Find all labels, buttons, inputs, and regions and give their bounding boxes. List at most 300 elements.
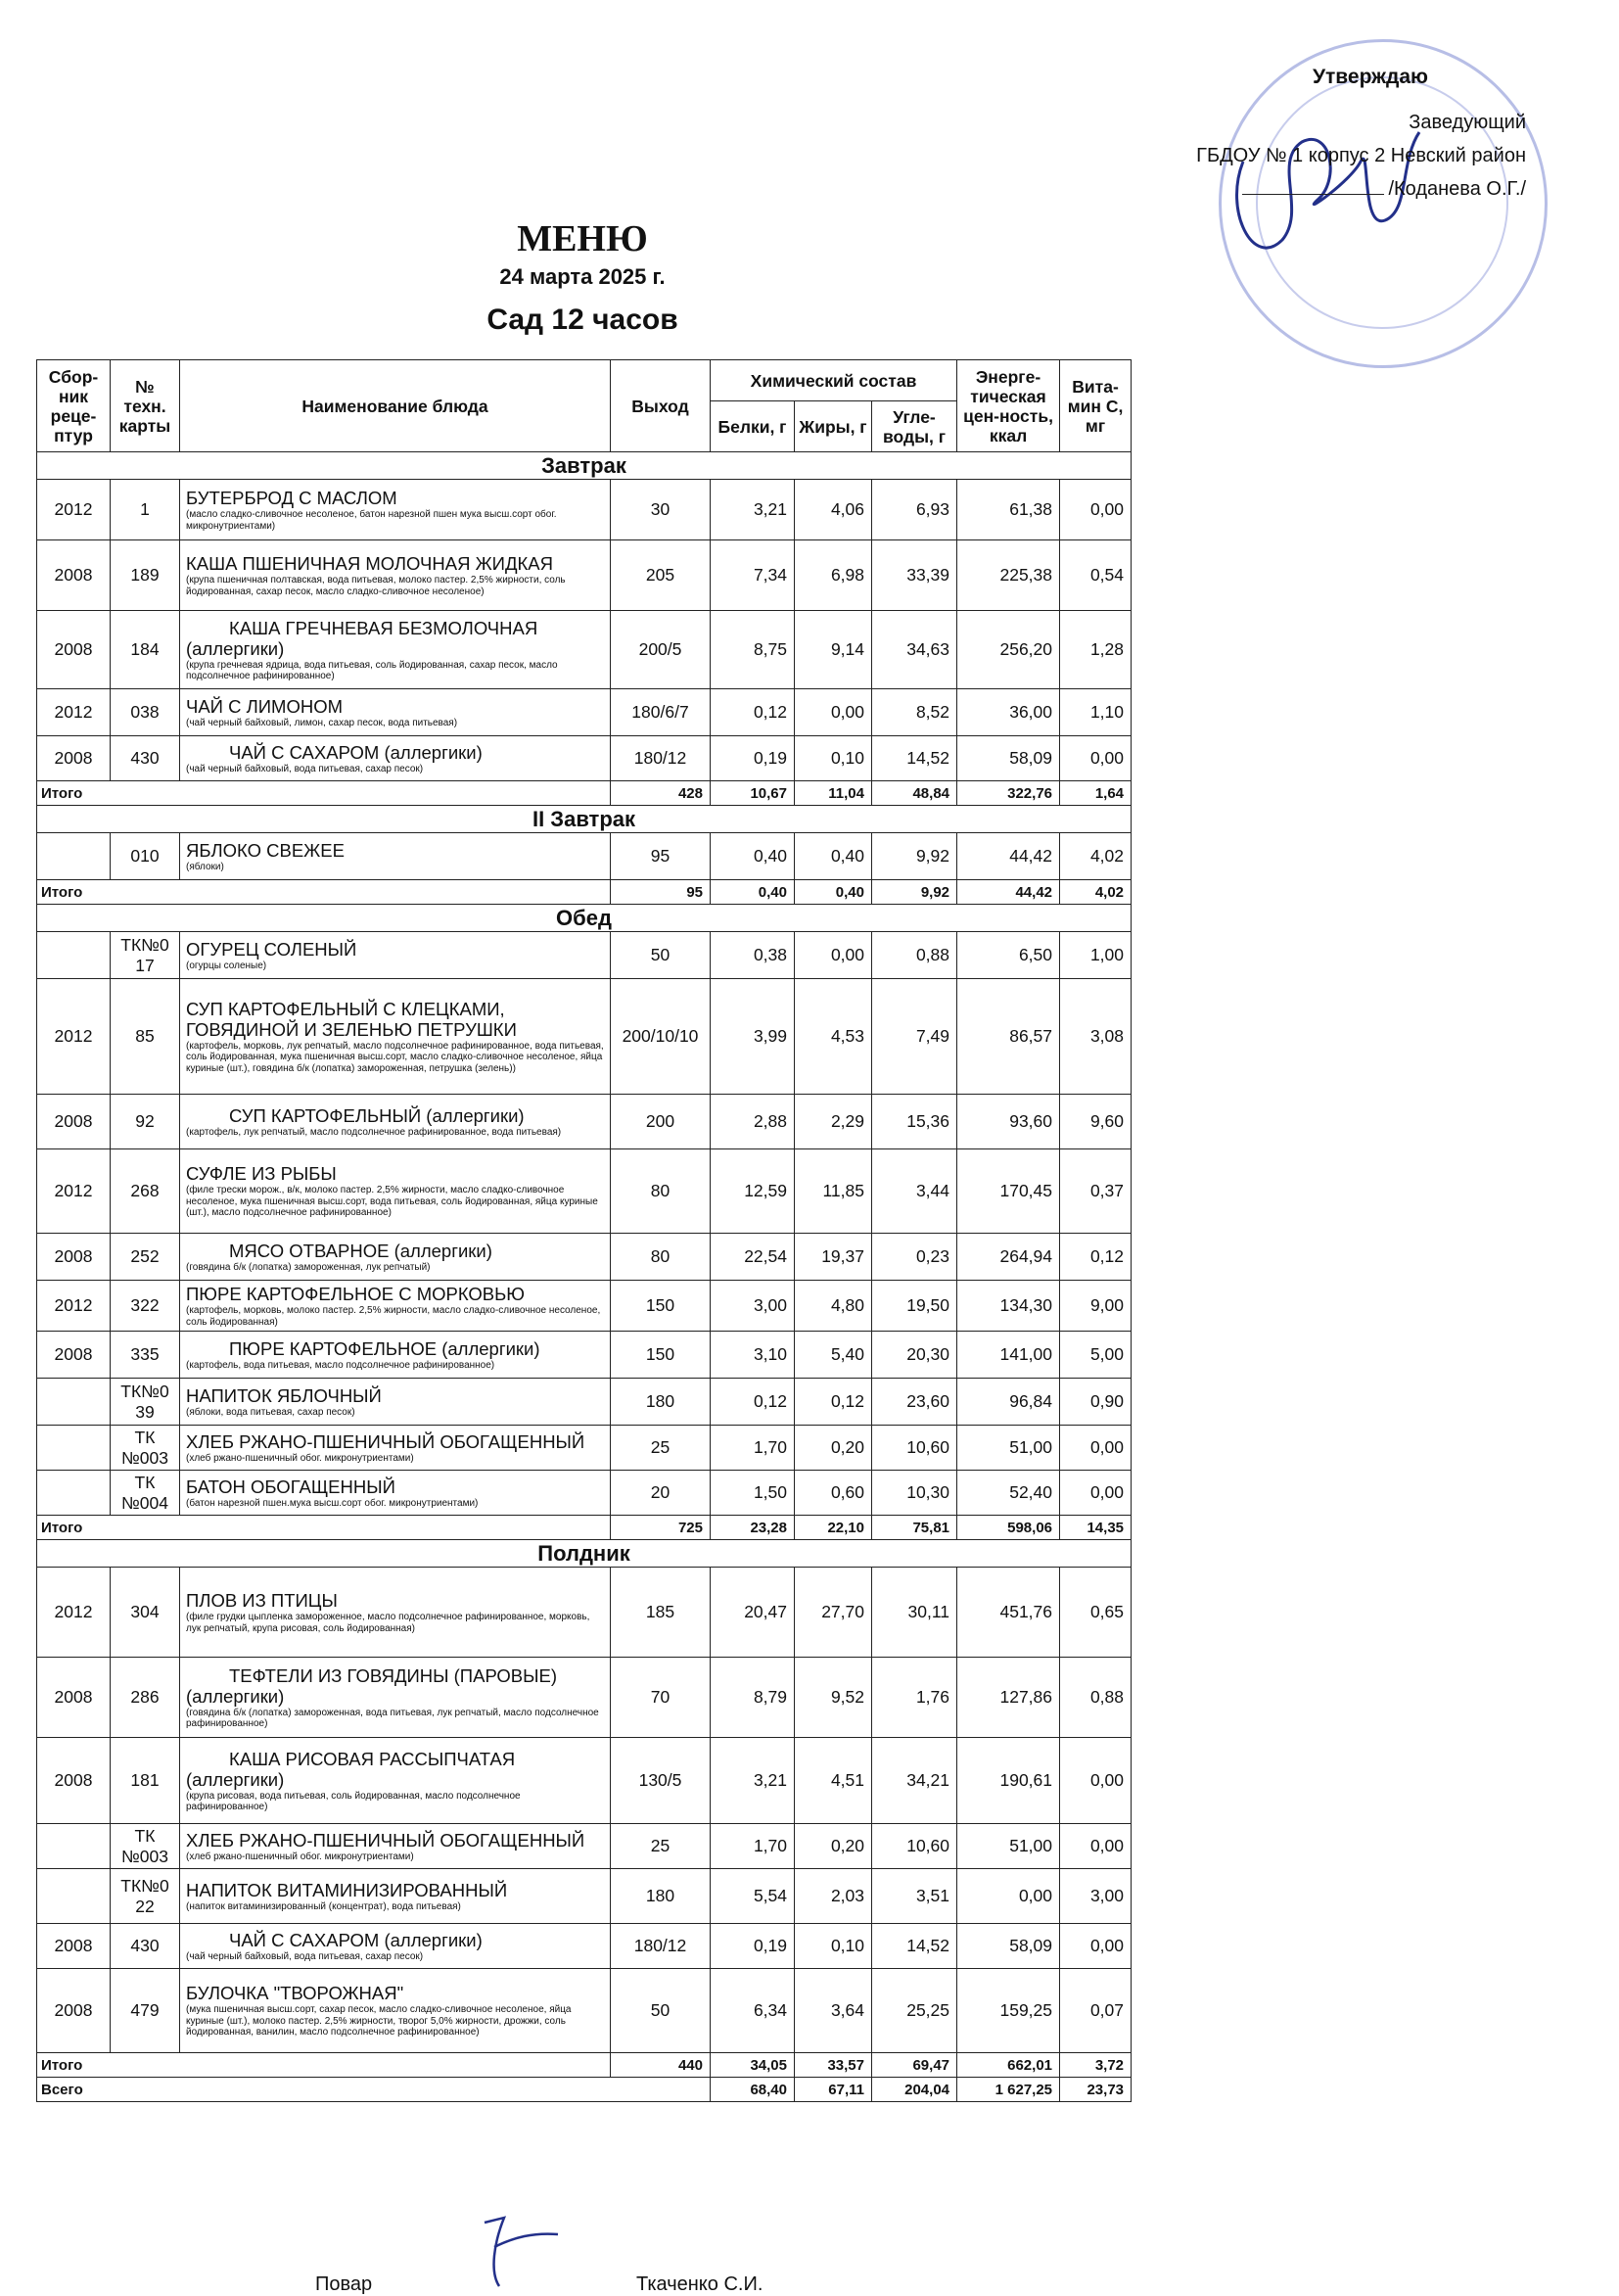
cell-e: 52,40 [957, 1471, 1060, 1516]
cell-collection: 2012 [37, 480, 111, 540]
cell-dish [180, 1869, 611, 1924]
total-output: 725 [611, 1516, 711, 1540]
cell-c: 20,30 [872, 1332, 957, 1379]
cell-collection [37, 1869, 111, 1924]
table-row [37, 1969, 1132, 2053]
cell-f: 4,51 [795, 1738, 872, 1824]
cell-collection: 2008 [37, 1924, 111, 1969]
approval-org: ГБДОУ № 1 корпус 2 Невский район [1196, 145, 1526, 166]
total-label: Итого [37, 880, 611, 905]
cell-card-number: 189 [111, 540, 180, 611]
cell-card-number: 184 [111, 611, 180, 689]
cell-output: 180/6/7 [611, 689, 711, 736]
total-output: 428 [611, 781, 711, 806]
total-e: 44,42 [957, 880, 1060, 905]
dish-name: ЧАЙ С ЛИМОНОМ [186, 695, 344, 717]
approval-word: Утверждаю [1312, 66, 1428, 88]
cell-v: 0,00 [1060, 1426, 1132, 1471]
cell-f: 11,85 [795, 1149, 872, 1234]
section-title: II Завтрак [37, 806, 1132, 833]
section-row [37, 1540, 1132, 1568]
cell-c: 8,52 [872, 689, 957, 736]
cell-v: 1,00 [1060, 932, 1132, 979]
cell-p: 22,54 [711, 1234, 795, 1281]
cell-p: 0,12 [711, 1379, 795, 1426]
cell-p: 20,47 [711, 1568, 795, 1658]
total-row [37, 880, 1132, 905]
cell-dish [180, 1471, 611, 1516]
cell-collection: 2008 [37, 1969, 111, 2053]
table-row [37, 1471, 1132, 1516]
cell-c: 10,30 [872, 1471, 957, 1516]
cell-c: 10,60 [872, 1426, 957, 1471]
cell-p: 0,38 [711, 932, 795, 979]
total-output: 95 [611, 880, 711, 905]
table-row [37, 736, 1132, 781]
cell-v: 0,00 [1060, 1924, 1132, 1969]
cell-v: 0,00 [1060, 736, 1132, 781]
cell-v: 3,00 [1060, 1869, 1132, 1924]
cell-output: 30 [611, 480, 711, 540]
cell-e: 264,94 [957, 1234, 1060, 1281]
cell-card-number: 304 [111, 1568, 180, 1658]
total-row [37, 1516, 1132, 1540]
cell-p: 12,59 [711, 1149, 795, 1234]
grand-c: 204,04 [872, 2078, 957, 2102]
cell-p: 8,79 [711, 1658, 795, 1738]
cell-p: 3,99 [711, 979, 795, 1095]
dish-name: СУФЛЕ ИЗ РЫБЫ [186, 1163, 337, 1185]
header-dish-name: Наименование блюда [180, 360, 611, 452]
dish-ingredients: (мука пшеничная высш.сорт, сахар песок, масло сладко-сливочное несоленое, яйца куриные (шт.), молоко пастер. 2,5% жирности, творог 5,0% жирности, дрожжи, соль йодированная, ванилин, масло подсолнечное рафинированное) [186, 2004, 572, 2038]
cell-c: 33,39 [872, 540, 957, 611]
cell-p: 5,54 [711, 1869, 795, 1924]
cell-dish [180, 1426, 611, 1471]
total-e: 322,76 [957, 781, 1060, 806]
dish-ingredients: (крупа гречневая ядрица, вода питьевая, соль йодированная, сахар песок, масло подсолнечное рафинированное) [186, 659, 558, 681]
cell-output: 50 [611, 1969, 711, 2053]
cell-card-number: 92 [111, 1095, 180, 1149]
dish-name: СУП КАРТОФЕЛЬНЫЙ (аллергики) [229, 1104, 525, 1126]
dish-ingredients: (картофель, вода питьевая, масло подсолнечное рафинированное) [186, 1359, 495, 1371]
cell-c: 15,36 [872, 1095, 957, 1149]
cell-card-number: 85 [111, 979, 180, 1095]
cell-p: 0,12 [711, 689, 795, 736]
cell-c: 0,23 [872, 1234, 957, 1281]
cell-e: 170,45 [957, 1149, 1060, 1234]
cell-p: 6,34 [711, 1969, 795, 2053]
table-row [37, 1379, 1132, 1426]
dish-name: ПЛОВ ИЗ ПТИЦЫ [186, 1590, 338, 1611]
cell-p: 1,70 [711, 1426, 795, 1471]
dish-ingredients: (говядина б/к (лопатка) замороженная, вода питьевая, лук репчатый, масло подсолнечное рафинированное) [186, 1707, 599, 1729]
cell-e: 58,09 [957, 736, 1060, 781]
cell-output: 20 [611, 1471, 711, 1516]
menu-date: 24 марта 2025 г. [499, 264, 666, 289]
cell-f: 6,98 [795, 540, 872, 611]
cell-dish [180, 689, 611, 736]
total-c: 48,84 [872, 781, 957, 806]
cell-e: 159,25 [957, 1969, 1060, 2053]
total-v: 14,35 [1060, 1516, 1132, 1540]
dish-ingredients: (крупа пшеничная полтавская, вода питьевая, молоко пастер. 2,5% жирности, соль йодированная, сахар песок, масло сладко-сливочное несоленое) [186, 575, 566, 597]
dish-name: НАПИТОК ЯБЛОЧНЫЙ [186, 1384, 382, 1406]
cell-output: 130/5 [611, 1738, 711, 1824]
dish-ingredients: (картофель, лук репчатый, масло подсолнечное рафинированное, вода питьевая) [186, 1126, 562, 1138]
cell-c: 9,92 [872, 833, 957, 880]
cell-v: 3,08 [1060, 979, 1132, 1095]
menu-subtitle: Сад 12 часов [486, 304, 678, 336]
cell-p: 1,70 [711, 1824, 795, 1869]
cell-c: 14,52 [872, 736, 957, 781]
cell-v: 0,00 [1060, 1471, 1132, 1516]
cell-collection [37, 1824, 111, 1869]
cell-c: 30,11 [872, 1568, 957, 1658]
table-row [37, 689, 1132, 736]
dish-ingredients: (картофель, морковь, молоко пастер. 2,5% жирности, масло сладко-сливочное несоленое, соль йодированная) [186, 1305, 601, 1328]
total-label: Итого [37, 2053, 611, 2078]
dish-ingredients: (картофель, морковь, лук репчатый, масло подсолнечное рафинированное, вода питьевая, соль йодированная, мука пшеничная высш.сорт, масло сладко-сливочное несоленое, яйца куриные (шт.), говядина б/к (лопатка) замороженная, петрушка (зелень)) [186, 1040, 604, 1074]
cell-dish [180, 979, 611, 1095]
cell-output: 180/12 [611, 736, 711, 781]
cell-c: 7,49 [872, 979, 957, 1095]
header-vitamin: Вита-мин С, мг [1060, 360, 1132, 452]
cook-signature [475, 2213, 563, 2291]
cell-dish [180, 611, 611, 689]
dish-name: БУТЕРБРОД С МАСЛОМ [186, 488, 397, 508]
cell-output: 185 [611, 1568, 711, 1658]
cell-f: 9,52 [795, 1658, 872, 1738]
section-row [37, 905, 1132, 932]
grand-total-row [37, 2078, 1132, 2102]
cell-e: 6,50 [957, 932, 1060, 979]
cell-dish [180, 1379, 611, 1426]
cell-f: 19,37 [795, 1234, 872, 1281]
cook-role: Повар [315, 2273, 373, 2295]
cell-v: 1,10 [1060, 689, 1132, 736]
cook-name: Ткаченко С.И. [636, 2273, 763, 2295]
cell-collection: 2008 [37, 736, 111, 781]
cell-c: 6,93 [872, 480, 957, 540]
cell-output: 180 [611, 1869, 711, 1924]
table-row [37, 540, 1132, 611]
cell-output: 50 [611, 932, 711, 979]
grand-f: 67,11 [795, 2078, 872, 2102]
cell-e: 44,42 [957, 833, 1060, 880]
cell-c: 34,21 [872, 1738, 957, 1824]
table-row [37, 1426, 1132, 1471]
cell-dish [180, 1095, 611, 1149]
cell-collection: 2008 [37, 611, 111, 689]
cell-f: 4,06 [795, 480, 872, 540]
cell-output: 150 [611, 1332, 711, 1379]
total-v: 3,72 [1060, 2053, 1132, 2078]
cell-f: 0,12 [795, 1379, 872, 1426]
cell-p: 1,50 [711, 1471, 795, 1516]
cell-e: 134,30 [957, 1281, 1060, 1332]
section-title: Полдник [37, 1540, 1132, 1568]
total-p: 10,67 [711, 781, 795, 806]
cell-card-number: 286 [111, 1658, 180, 1738]
cell-output: 70 [611, 1658, 711, 1738]
cell-collection [37, 833, 111, 880]
cell-collection: 2012 [37, 979, 111, 1095]
cell-dish [180, 1149, 611, 1234]
cell-f: 2,29 [795, 1095, 872, 1149]
dish-name: БАТОН ОБОГАЩЕННЫЙ [186, 1476, 395, 1497]
dish-ingredients: (крупа рисовая, вода питьевая, соль йодированная, масло подсолнечное рафинированное) [186, 1790, 521, 1812]
dish-name-cont: (аллергики) [186, 637, 285, 659]
cell-output: 200/5 [611, 611, 711, 689]
header-collection: Сбор-ник реце-птур [37, 360, 111, 452]
cell-v: 0,88 [1060, 1658, 1132, 1738]
header-chemical: Химический состав [711, 360, 957, 401]
cell-dish [180, 1824, 611, 1869]
dish-name: БУЛОЧКА "ТВОРОЖНАЯ" [186, 1983, 404, 2004]
cell-v: 0,37 [1060, 1149, 1132, 1234]
cell-c: 0,88 [872, 932, 957, 979]
dish-name: ХЛЕБ РЖАНО-ПШЕНИЧНЫЙ ОБОГАЩЕННЫЙ [186, 1430, 585, 1452]
dish-name: ПЮРЕ КАРТОФЕЛЬНОЕ С МОРКОВЬЮ [186, 1284, 525, 1304]
cell-p: 0,19 [711, 736, 795, 781]
cell-f: 0,00 [795, 689, 872, 736]
dish-ingredients: (чай черный байховый, лимон, сахар песок, вода питьевая) [186, 717, 458, 728]
dish-name-cont: (аллергики) [186, 1685, 285, 1707]
cell-v: 0,00 [1060, 1738, 1132, 1824]
grand-total-label: Всего [37, 2078, 711, 2102]
cell-e: 96,84 [957, 1379, 1060, 1426]
total-f: 0,40 [795, 880, 872, 905]
table-row [37, 932, 1132, 979]
section-row [37, 806, 1132, 833]
cell-output: 80 [611, 1234, 711, 1281]
cell-v: 0,00 [1060, 480, 1132, 540]
cell-f: 0,60 [795, 1471, 872, 1516]
menu-body [37, 452, 1132, 2102]
approval-signature-line [1242, 174, 1384, 195]
header-fat: Жиры, г [795, 401, 872, 452]
table-row [37, 1658, 1132, 1738]
cell-card-number: 335 [111, 1332, 180, 1379]
table-row [37, 480, 1132, 540]
cell-c: 10,60 [872, 1824, 957, 1869]
cell-card-number: 268 [111, 1149, 180, 1234]
table-row [37, 1281, 1132, 1332]
grand-v: 23,73 [1060, 2078, 1132, 2102]
cell-dish [180, 833, 611, 880]
dish-ingredients: (филе грудки цыпленка замороженное, масло подсолнечное рафинированное, морковь, лук репчатый, крупа рисовая, соль йодированная) [186, 1612, 590, 1634]
dish-ingredients: (филе трески морож., в/к, молоко пастер. 2,5% жирности, масло сладко-сливочное несоленое, мука пшеничная высш.сорт, вода питьевая, соль йодированная, яйца куриные (шт.), масло подсолнечное рафинированное) [186, 1185, 598, 1219]
cell-e: 225,38 [957, 540, 1060, 611]
cell-output: 200 [611, 1095, 711, 1149]
cell-e: 51,00 [957, 1426, 1060, 1471]
cell-f: 0,10 [795, 736, 872, 781]
table-row [37, 611, 1132, 689]
cell-c: 25,25 [872, 1969, 957, 2053]
cell-c: 23,60 [872, 1379, 957, 1426]
cell-v: 1,28 [1060, 611, 1132, 689]
cell-collection: 2008 [37, 1658, 111, 1738]
table-row [37, 1095, 1132, 1149]
table-row [37, 1869, 1132, 1924]
cell-v: 0,90 [1060, 1379, 1132, 1426]
dish-name: ОГУРЕЦ СОЛЕНЫЙ [186, 938, 357, 960]
cell-dish [180, 736, 611, 781]
cell-dish [180, 540, 611, 611]
dish-name: ЧАЙ С САХАРОМ (аллергики) [229, 1929, 483, 1950]
cell-v: 4,02 [1060, 833, 1132, 880]
header-carb: Угле-воды, г [872, 401, 957, 452]
cell-card-number: 430 [111, 736, 180, 781]
cell-f: 4,53 [795, 979, 872, 1095]
total-c: 69,47 [872, 2053, 957, 2078]
cell-v: 5,00 [1060, 1332, 1132, 1379]
dish-name: ЧАЙ С САХАРОМ (аллергики) [229, 741, 483, 763]
cell-e: 93,60 [957, 1095, 1060, 1149]
total-f: 33,57 [795, 2053, 872, 2078]
cell-dish [180, 1568, 611, 1658]
grand-e: 1 627,25 [957, 2078, 1060, 2102]
dish-ingredients: (чай черный байховый, вода питьевая, сахар песок) [186, 763, 424, 774]
dish-ingredients: (хлеб ржано-пшеничный обог. микронутриентами) [186, 1851, 414, 1862]
cell-f: 9,14 [795, 611, 872, 689]
total-row [37, 2053, 1132, 2078]
cell-dish [180, 480, 611, 540]
cell-p: 2,88 [711, 1095, 795, 1149]
header-protein: Белки, г [711, 401, 795, 452]
cell-collection [37, 932, 111, 979]
total-c: 75,81 [872, 1516, 957, 1540]
cell-e: 0,00 [957, 1869, 1060, 1924]
table-row [37, 1149, 1132, 1234]
approval-block [1115, 61, 1526, 206]
cell-card-number: 181 [111, 1738, 180, 1824]
cell-output: 180/12 [611, 1924, 711, 1969]
total-v: 1,64 [1060, 781, 1132, 806]
grand-p: 68,40 [711, 2078, 795, 2102]
cell-card-number: 479 [111, 1969, 180, 2053]
cell-e: 127,86 [957, 1658, 1060, 1738]
cell-collection: 2008 [37, 1095, 111, 1149]
cell-e: 256,20 [957, 611, 1060, 689]
section-title: Обед [37, 905, 1132, 932]
cell-dish [180, 1234, 611, 1281]
cell-e: 86,57 [957, 979, 1060, 1095]
cell-card-number: ТК №004 [111, 1471, 180, 1516]
cell-collection: 2012 [37, 1281, 111, 1332]
table-row [37, 979, 1132, 1095]
cell-card-number: 010 [111, 833, 180, 880]
cell-collection: 2008 [37, 1332, 111, 1379]
cell-f: 0,10 [795, 1924, 872, 1969]
cell-p: 3,00 [711, 1281, 795, 1332]
cell-output: 150 [611, 1281, 711, 1332]
section-title: Завтрак [37, 452, 1132, 480]
cell-c: 1,76 [872, 1658, 957, 1738]
table-row [37, 1824, 1132, 1869]
total-c: 9,92 [872, 880, 957, 905]
cell-card-number: ТК№0 17 [111, 932, 180, 979]
cell-dish [180, 1332, 611, 1379]
dish-name: ЯБЛОКО СВЕЖЕЕ [186, 839, 345, 861]
cell-dish [180, 1658, 611, 1738]
dish-name: ХЛЕБ РЖАНО-ПШЕНИЧНЫЙ ОБОГАЩЕННЫЙ [186, 1829, 585, 1851]
cell-p: 7,34 [711, 540, 795, 611]
cell-output: 80 [611, 1149, 711, 1234]
cell-f: 0,40 [795, 833, 872, 880]
header-card-number: № техн. карты [111, 360, 180, 452]
cell-v: 9,00 [1060, 1281, 1132, 1332]
cell-v: 0,00 [1060, 1824, 1132, 1869]
cell-f: 0,20 [795, 1426, 872, 1471]
cell-collection: 2012 [37, 1568, 111, 1658]
total-e: 598,06 [957, 1516, 1060, 1540]
cell-collection: 2008 [37, 1234, 111, 1281]
cell-dish [180, 932, 611, 979]
total-p: 34,05 [711, 2053, 795, 2078]
approval-position: Заведующий [1409, 112, 1526, 133]
cell-f: 0,20 [795, 1824, 872, 1869]
cell-collection: 2008 [37, 540, 111, 611]
total-row [37, 781, 1132, 806]
dish-name: НАПИТОК ВИТАМИНИЗИРОВАННЫЙ [186, 1879, 508, 1900]
cell-c: 3,44 [872, 1149, 957, 1234]
cell-collection [37, 1379, 111, 1426]
cell-card-number: 430 [111, 1924, 180, 1969]
cell-v: 0,54 [1060, 540, 1132, 611]
total-output: 440 [611, 2053, 711, 2078]
cell-card-number: 1 [111, 480, 180, 540]
table-row [37, 1234, 1132, 1281]
dish-ingredients: (говядина б/к (лопатка) замороженная, лук репчатый) [186, 1261, 431, 1273]
cell-collection: 2012 [37, 1149, 111, 1234]
menu-title: МЕНЮ [517, 218, 648, 259]
cell-c: 19,50 [872, 1281, 957, 1332]
cell-card-number: 252 [111, 1234, 180, 1281]
cell-c: 14,52 [872, 1924, 957, 1969]
cell-c: 34,63 [872, 611, 957, 689]
cell-p: 3,21 [711, 1738, 795, 1824]
dish-name: ТЕФТЕЛИ ИЗ ГОВЯДИНЫ (ПАРОВЫЕ) [229, 1664, 557, 1686]
cell-v: 0,65 [1060, 1568, 1132, 1658]
cell-e: 451,76 [957, 1568, 1060, 1658]
cell-v: 0,12 [1060, 1234, 1132, 1281]
approval-name: /Коданева О.Г./ [1388, 178, 1526, 200]
table-row [37, 1568, 1132, 1658]
cell-v: 0,07 [1060, 1969, 1132, 2053]
header-energy: Энерге-тическая цен-ность, ккал [957, 360, 1060, 452]
cell-output: 25 [611, 1824, 711, 1869]
cell-e: 36,00 [957, 689, 1060, 736]
cell-dish [180, 1281, 611, 1332]
cell-collection: 2008 [37, 1738, 111, 1824]
dish-ingredients: (батон нарезной пшен.мука высш.сорт обог. микронутриентами) [186, 1497, 479, 1509]
dish-ingredients: (масло сладко-сливочное несоленое, батон нарезной пшен мука высш.сорт обог. микронутриентами) [186, 509, 557, 532]
total-f: 11,04 [795, 781, 872, 806]
cell-card-number: ТК №003 [111, 1824, 180, 1869]
total-p: 0,40 [711, 880, 795, 905]
cell-f: 2,03 [795, 1869, 872, 1924]
total-f: 22,10 [795, 1516, 872, 1540]
cell-e: 58,09 [957, 1924, 1060, 1969]
cell-c: 3,51 [872, 1869, 957, 1924]
cell-e: 61,38 [957, 480, 1060, 540]
dish-name-cont: (аллергики) [186, 1768, 285, 1790]
dish-name: КАША ГРЕЧНЕВАЯ БЕЗМОЛОЧНАЯ [229, 617, 538, 638]
cell-p: 3,21 [711, 480, 795, 540]
cell-dish [180, 1738, 611, 1824]
cell-card-number: 038 [111, 689, 180, 736]
